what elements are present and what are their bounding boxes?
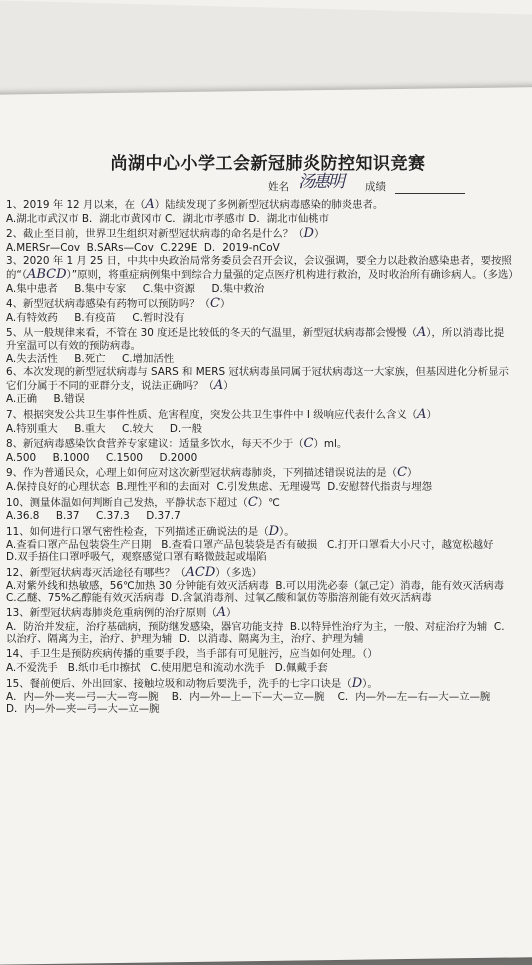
question-text-end: ）。 [362,677,378,690]
question-text: 14、手卫生是预防疾病传播的重要手段，当手部有可见脏污，应当如何处理。（ [6,648,368,661]
handwritten-answer: C [397,465,408,481]
quiz-content [0,155,532,717]
question-3 [0,256,532,282]
question-text: 12、新型冠状病毒灭活途径有哪些？（ [6,566,186,579]
name-label: 姓名 [268,181,289,194]
question-text: 6、本次发现的新型冠状病毒与 SARS 和 MERS 冠状病毒虽同属于冠状病毒这一大家族，但基因进化分析显示它们分属于不同的亚群分支，说法正确吗？（ [6,366,509,392]
question-2 [0,227,532,242]
handwritten-answer: D [303,226,314,242]
handwritten-answer: D [351,675,363,691]
question-15 [0,677,532,692]
handwritten-answer: A [213,377,224,393]
question-options: A.特别重大 B.重大 C.较大 D.一般 [6,422,202,435]
question-text: 15、餐前便后、外出回家、接触垃圾和动物后要洗手，洗手的七字口诀是（ [6,677,352,690]
score-blank [395,193,465,194]
question-options: A.有特效药 B.有疫苗 C.暂时没有 [6,311,185,324]
handwritten-answer: A [145,197,155,213]
handwritten-answer: C [210,296,220,312]
handwritten-answer: A [216,605,227,621]
question-options: A.湖北市武汉市 B．湖北市黄冈市 C．湖北市孝感市 D．湖北市仙桃市 [6,212,330,225]
score-label: 成绩 [365,181,386,194]
question-text: 5、从一般规律来看，不管在 30 度还是比较低的冬天的气温里，新型冠状病毒都会慢慢（ [6,327,417,340]
question-text-end: ）（多选） [215,566,263,579]
question-text-end: ）”原则，将重症病例集中到综合力量强的定点医疗机构进行救治，及时收治所有确诊病人。（多选） [66,269,519,282]
question-text-end: ），所以消毒比提升室温可以有效的预防病毒。 [6,327,505,352]
question-text-end: ）。 [279,525,295,538]
question-4 [0,297,532,312]
question-1 [0,198,532,213]
handwritten-answer: D [268,523,280,539]
question-list [0,198,532,715]
question-options: A.集中患者 B.集中专家 C.集中资源 D.集中救治 [6,282,265,295]
question-text: 13、新型冠状病毒肺炎危重病例的治疗原则（ [6,607,217,620]
question-5 [0,326,532,352]
question-text: 1、2019 年 12 月以来，在（ [6,199,146,212]
question-text-end: ） [223,379,234,392]
handwritten-answer: ABCD [26,267,67,283]
question-text-end: ） [313,228,325,241]
question-options: A.失去活性 B.死亡 C.增加活性 [6,352,175,365]
handwritten-answer: C [303,436,314,452]
question-11 [0,525,532,540]
question-text-end: ） [226,607,237,620]
question-options: A．防治并发症，治疗基础病，预防继发感染，器官功能支持 B.以特异性治疗为主，一般、对症治疗为辅 C.以治疗、隔离为主，治疗、护理为辅 D．以消毒、隔离为主，治疗、护理为辅 [6,621,505,645]
question-text-end: ） [367,648,378,661]
question-text: 8、新冠病毒感染饮食营养专家建议：适量多饮水，每天不少于（ [6,438,304,451]
question-options: A.36.8 B.37 C.37.3 D.37.7 [6,510,181,523]
question-options: A.正确 B.错误 [6,393,85,406]
question-text-end: ）陆续发现了多例新型冠状病毒感染的肺炎患者。 [154,199,384,212]
question-10 [0,496,532,511]
question-options: A.500 B.1000 C.1500 D.2000 [6,451,198,464]
handwritten-answer: ACD [185,564,216,580]
question-options: A.查看口罩产品包装袋生产日期 B.查看口罩产品包装袋是否有破损 C.打开口罩看大小尺寸，越宽松越好 D.双手捂住口罩呼吸气，观察感觉口罩有略微鼓起或塌陷 [6,539,504,564]
question-7 [0,408,532,423]
question-14 [0,647,532,662]
question-text-end: ） [426,409,437,422]
name-row [0,172,532,196]
question-12 [0,566,532,581]
handwritten-answer: C [247,494,258,510]
handwritten-name: 汤惠明 [298,172,343,193]
question-options: A.保持良好的心理状态 B.理性平和的去面对 C.引发焦虑、无理谩骂 D.安慰替代指责与埋怨 [6,481,433,493]
question-text: 10、测量体温如何判断自己发热，平静状态下超过（ [6,496,248,509]
question-text: 9、作为普通民众，心理上如何应对这次新型冠状病毒肺炎，下列描述错误说法的是（ [6,467,398,480]
question-6 [0,367,532,393]
question-text-end: ）ml。 [313,438,348,451]
question-13 [0,606,532,621]
question-text: 7、根据突发公共卫生事件性质、危害程度，突发公共卫生事件中 I 级响应代表什么含义（ [6,409,418,422]
question-options: A.不爱洗手 B.纸巾毛巾擦拭 C.使用肥皂和流动水洗手 D.佩戴手套 [6,661,328,674]
question-options: A．内—外—夹—弓—大—弯—腕 B．内—外—上—下—大—立—腕 C．内—外—左—右—大—立—腕 D．内—外—夹—弓—大—立—腕 [6,691,504,715]
question-options: A.对紫外线和热敏感，56℃加热 30 分钟能有效灭活病毒 B.可以用洗必泰（氯己定）消毒，能有效灭活病毒 C.乙醚、75%乙醇能有效灭活病毒 D.含氯消毒剂、过氧乙酸和氯仿等脂溶剂能有效灭活病毒 [6,580,511,604]
question-text: 2、截止至目前，世界卫生组织对新型冠状病毒的命名是什么？（ [6,228,304,241]
question-text: 3、2020 年 1 月 25 日，中共中央政治局常务委员会召开会议，会议强调，要全力以赴救治感染患者，要按照的“（ [6,255,512,282]
question-text: 11、如何进行口罩气密性检查，下列描述正确说法的是（ [6,525,269,538]
question-text-end: ）℃ [257,496,280,509]
question-text: 4、新型冠状病毒感染有药物可以预防吗？（ [6,298,211,311]
question-options: A.MERSr—Cov B.SARs—Cov C.229E D．2019-nCoV [6,241,280,254]
question-text-end: ） [219,298,231,311]
handwritten-answer: A [416,325,427,341]
question-8 [0,437,532,452]
page-title: 尚湖中心小学工会新冠肺炎防控知识竞赛 [110,154,426,174]
question-9 [0,466,532,481]
question-text-end: ） [407,467,418,480]
handwritten-answer: A [417,407,427,423]
